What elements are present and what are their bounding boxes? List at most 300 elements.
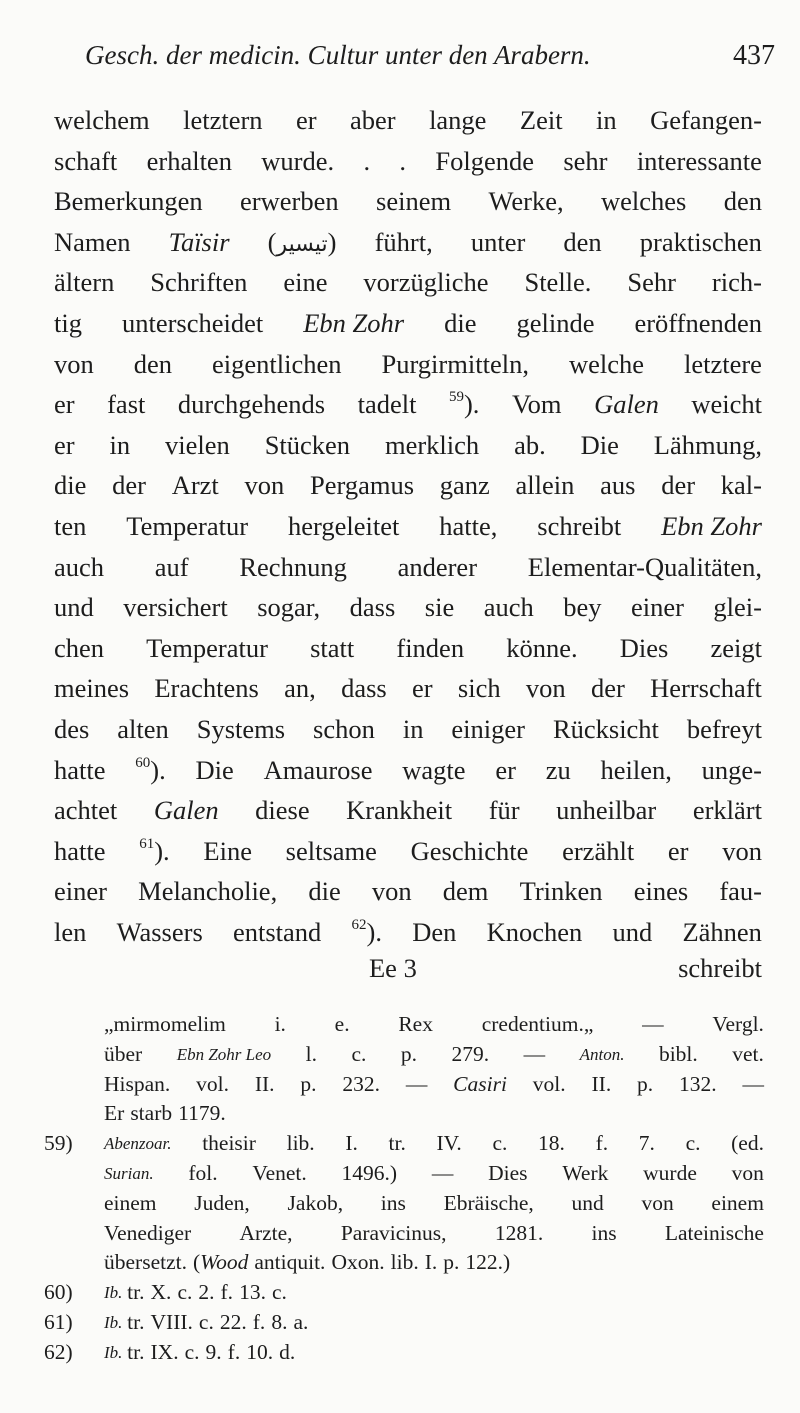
- word: unheilbar: [556, 795, 657, 826]
- word: Die: [580, 429, 619, 460]
- text-line: [54, 506, 762, 547]
- word: unter: [470, 226, 526, 257]
- word: starb: [130, 1101, 173, 1126]
- word: meines: [54, 673, 130, 704]
- text-line: [54, 222, 762, 263]
- word: er: [495, 754, 516, 785]
- word: „mirmomelim: [104, 1012, 226, 1036]
- word: VIII.: [150, 1309, 193, 1334]
- footnote-line: [104, 1248, 764, 1278]
- word: Jakob,: [287, 1190, 344, 1215]
- word: der: [112, 470, 146, 501]
- word: Amaurose: [263, 754, 373, 785]
- footnote-number: 60): [44, 1280, 73, 1305]
- word: alten: [117, 713, 169, 744]
- word: e.: [334, 1012, 350, 1036]
- word: lange: [429, 105, 487, 135]
- word: erzählt: [562, 835, 635, 866]
- word: aus: [600, 470, 636, 501]
- italic-name: Wood: [200, 1250, 249, 1275]
- word: versichert: [123, 592, 228, 623]
- word: erhalten: [146, 145, 232, 176]
- word: eigentlichen: [211, 348, 342, 379]
- word: Purgirmitteln,: [381, 348, 529, 379]
- word: einem: [711, 1190, 764, 1215]
- word: tr.: [127, 1280, 145, 1305]
- small-italic-ref: Surian.: [104, 1163, 154, 1183]
- running-title: Gesch. der medicin. Cultur unter den Arabern.: [85, 40, 591, 70]
- word: von: [54, 348, 94, 379]
- word: ).: [154, 835, 170, 866]
- italic-name: Galen: [153, 795, 219, 826]
- word: Oxon.: [331, 1250, 385, 1275]
- word-group: [268, 227, 328, 257]
- text-line: [54, 871, 762, 912]
- running-header: [85, 40, 775, 80]
- word: Geschichte: [410, 835, 529, 866]
- word: (: [193, 1250, 201, 1275]
- word: (: [267, 226, 277, 257]
- word: Arzt: [171, 470, 219, 501]
- word: a.: [293, 1309, 309, 1334]
- word: Venet.: [252, 1160, 307, 1185]
- footnote-marker: 59: [448, 389, 464, 406]
- word: auch: [54, 551, 105, 582]
- small-italic-ref: Abenzoar.: [104, 1134, 172, 1154]
- word: 232.: [342, 1071, 380, 1096]
- text-line: [54, 912, 762, 953]
- word-group: [193, 1248, 248, 1278]
- word: allein: [515, 470, 575, 501]
- footnote-number: 62): [44, 1339, 73, 1364]
- word: wagte: [402, 754, 466, 785]
- word: einer: [630, 592, 684, 623]
- footnote-line: [104, 1040, 764, 1070]
- word: Vergl.: [712, 1012, 764, 1036]
- word: Zeit: [519, 105, 563, 135]
- word: —: [742, 1071, 764, 1096]
- text-line: [54, 425, 762, 466]
- word: Pergamus: [310, 470, 415, 501]
- text-line: [54, 262, 762, 303]
- word: 1281.: [494, 1220, 544, 1245]
- word: c.: [685, 1131, 701, 1156]
- word: kal-: [720, 470, 762, 501]
- page-number: 437: [733, 40, 775, 71]
- word: Dies: [619, 632, 669, 663]
- footnote-line: [104, 1129, 764, 1159]
- word: ): [327, 226, 337, 257]
- word: tadelt: [357, 389, 417, 420]
- text-line: [54, 587, 762, 628]
- footnote-number: 61): [44, 1309, 73, 1334]
- word: unterscheidet: [121, 307, 264, 338]
- word: von: [244, 470, 285, 501]
- word: 18.: [538, 1131, 565, 1156]
- footnote: [44, 1308, 764, 1338]
- word: —: [523, 1041, 546, 1066]
- word: —: [405, 1071, 428, 1096]
- word: Zähnen: [682, 916, 762, 947]
- footnote-line: [104, 1159, 764, 1189]
- word: f.: [227, 1339, 241, 1364]
- word: c.: [492, 1131, 508, 1156]
- word: d.: [279, 1339, 296, 1364]
- small-italic-ref: Ebn Zohr Leo: [176, 1044, 272, 1064]
- word: theisir: [202, 1131, 256, 1156]
- word: 10.: [246, 1339, 274, 1364]
- footnote-line: [104, 1189, 764, 1219]
- word: credentium.„: [481, 1012, 594, 1036]
- word: Arzte,: [239, 1220, 293, 1245]
- word: II.: [591, 1071, 612, 1096]
- word: chen: [54, 632, 105, 663]
- word-group: [449, 384, 479, 425]
- word: 9.: [205, 1339, 222, 1364]
- small-italic-ref: Anton.: [579, 1044, 625, 1064]
- word: Lähmung,: [653, 429, 762, 460]
- word: Eine: [203, 835, 252, 866]
- word: tr.: [127, 1309, 145, 1334]
- word: Temperatur: [126, 510, 249, 541]
- word: Elementar-Qualitäten,: [527, 551, 762, 582]
- italic-name: Ebn Zohr: [661, 510, 762, 541]
- word: Dies: [488, 1160, 528, 1185]
- text-line: [54, 344, 762, 385]
- signature-mark: Ee 3: [369, 953, 417, 983]
- word: Trinken: [519, 876, 603, 907]
- text-line: [54, 547, 762, 588]
- word: merklich: [384, 429, 480, 460]
- word: er: [54, 429, 75, 460]
- word: einiger: [451, 713, 525, 744]
- word: vet.: [732, 1041, 764, 1066]
- word: unge-: [701, 754, 762, 785]
- word: p.: [443, 1250, 460, 1275]
- word: vielen: [165, 429, 230, 460]
- word: sich: [457, 673, 501, 704]
- text-line: [54, 750, 762, 791]
- word: interessante: [636, 145, 762, 176]
- word: auch: [483, 592, 534, 623]
- word: und: [571, 1190, 604, 1215]
- word: tr.: [127, 1339, 145, 1364]
- word: 22.: [219, 1309, 247, 1334]
- word: I.: [345, 1131, 358, 1156]
- word: welche: [568, 348, 644, 379]
- word-group: [135, 750, 165, 791]
- word: von: [641, 1190, 674, 1215]
- word: den: [563, 226, 602, 257]
- word: tr.: [388, 1131, 406, 1156]
- word: und: [54, 592, 94, 623]
- word: erwerben: [240, 186, 339, 217]
- word: c.: [198, 1309, 214, 1334]
- word: —: [642, 1012, 664, 1036]
- word: letztern: [183, 105, 263, 135]
- word: ten: [54, 510, 87, 541]
- word: Namen: [54, 226, 131, 257]
- word: f.: [252, 1309, 266, 1334]
- italic-name: Casiri: [453, 1071, 507, 1096]
- word: eine: [283, 267, 328, 298]
- italic-name: Taïsir: [168, 226, 230, 257]
- word: Er: [104, 1101, 125, 1126]
- small-italic-ref: Ib.: [104, 1312, 123, 1332]
- arabic-title: تيسير: [276, 231, 328, 257]
- word: ).: [463, 389, 480, 420]
- word: f.: [220, 1280, 234, 1305]
- small-italic-ref: Ib.: [104, 1342, 123, 1362]
- word: Stelle.: [524, 267, 592, 298]
- text-line: [54, 303, 762, 344]
- catchword: schreibt: [678, 953, 762, 983]
- word: II.: [254, 1071, 275, 1096]
- text-line: [54, 384, 762, 425]
- word: aber: [350, 105, 396, 135]
- word: ins: [591, 1220, 617, 1245]
- word: einem: [104, 1190, 157, 1215]
- word: schon: [313, 713, 375, 744]
- word: c.: [184, 1339, 200, 1364]
- word: c.: [271, 1280, 287, 1305]
- footnote-marker: 61: [139, 835, 155, 852]
- footnote-line: [104, 1278, 764, 1308]
- word: vol.: [532, 1071, 566, 1096]
- word: Folgende: [435, 145, 534, 176]
- word: eines: [633, 876, 689, 907]
- word: hergeleitet: [287, 510, 400, 541]
- italic-name: Galen: [594, 389, 659, 420]
- word: durchgehends: [177, 389, 326, 420]
- footnote-continuation: [74, 1010, 764, 1129]
- word: zeigt: [710, 632, 762, 663]
- word: p.: [300, 1071, 317, 1096]
- word: fast: [107, 389, 146, 420]
- word: Wassers: [116, 916, 203, 947]
- word: c.: [351, 1041, 367, 1066]
- word: er: [295, 105, 317, 135]
- word: 132.: [679, 1071, 717, 1096]
- footnote-marker: 60: [135, 754, 151, 771]
- word: sogar,: [257, 592, 321, 623]
- word: Venediger: [104, 1220, 192, 1245]
- word: übersetzt.: [104, 1250, 187, 1275]
- word: statt: [310, 632, 355, 663]
- word: i.: [274, 1012, 286, 1036]
- word: Herrschaft: [650, 673, 762, 704]
- word: vol.: [196, 1071, 229, 1096]
- word: von: [722, 835, 762, 866]
- word: anderer: [397, 551, 478, 582]
- word: erklärt: [692, 795, 762, 826]
- word: lib.: [390, 1250, 419, 1275]
- word-group: [139, 831, 169, 872]
- word: weicht: [691, 389, 762, 420]
- word: Bemerkungen: [54, 186, 203, 217]
- word: dass: [341, 673, 387, 704]
- text-line: [54, 181, 762, 222]
- word: vorzügliche: [363, 267, 489, 298]
- word: seinem: [376, 186, 452, 217]
- small-italic-ref: Ib.: [104, 1283, 123, 1303]
- word: lib.: [286, 1131, 315, 1156]
- text-line: [54, 628, 762, 669]
- word: heilen,: [600, 754, 672, 785]
- text-line: [54, 465, 762, 506]
- page-footer-line: [54, 953, 762, 993]
- word: rich-: [711, 267, 762, 298]
- word: diese: [255, 795, 310, 826]
- word: 13.: [239, 1280, 266, 1305]
- word: sehr: [563, 145, 608, 176]
- footnote-line: [104, 1338, 764, 1368]
- word: in: [109, 429, 131, 460]
- word: gelinde: [516, 307, 595, 338]
- word: (ed.: [731, 1131, 764, 1156]
- footnote-line: [104, 1010, 764, 1040]
- italic-name: Ebn Zohr: [303, 307, 405, 338]
- word: er: [412, 673, 433, 704]
- word: der: [590, 673, 625, 704]
- word: 1179.: [178, 1101, 226, 1126]
- word: ).: [366, 916, 382, 947]
- word: l.: [305, 1041, 317, 1066]
- word: 122.): [465, 1250, 511, 1275]
- word: welches: [600, 186, 687, 217]
- word: IX.: [150, 1339, 179, 1364]
- word: den: [133, 348, 172, 379]
- word: 2.: [198, 1280, 215, 1305]
- word: und: [612, 916, 653, 947]
- footnote: [44, 1278, 764, 1308]
- word: letztere: [683, 348, 762, 379]
- word: auf: [154, 551, 189, 582]
- word: Knochen: [486, 916, 583, 947]
- word: glei-: [713, 592, 762, 623]
- word: er: [667, 835, 689, 866]
- word: 8.: [271, 1309, 288, 1334]
- word: I.: [424, 1250, 438, 1275]
- word: einer: [54, 876, 107, 907]
- word: von: [525, 673, 566, 704]
- word: führt,: [374, 226, 433, 257]
- word: Rex: [398, 1012, 433, 1036]
- word: entstand: [233, 916, 322, 947]
- footnote: [44, 1338, 764, 1368]
- word: Stücken: [264, 429, 351, 460]
- text-line: [54, 709, 762, 750]
- word: die: [308, 876, 341, 907]
- footnote-line: [104, 1070, 764, 1100]
- word: schreibt: [537, 510, 622, 541]
- word: Hispan.: [104, 1071, 171, 1096]
- word: ins: [380, 1190, 406, 1215]
- word: er: [54, 389, 75, 420]
- word: 279.: [451, 1041, 490, 1066]
- word: X.: [150, 1280, 172, 1305]
- text-line: [54, 790, 762, 831]
- word: die: [444, 307, 477, 338]
- word: c.: [177, 1280, 193, 1305]
- footnote-line: [104, 1308, 764, 1338]
- word: Vom: [511, 389, 562, 420]
- word: len: [54, 916, 87, 947]
- text-line: [54, 668, 762, 709]
- word: fol.: [188, 1160, 218, 1185]
- word: seltsame: [285, 835, 377, 866]
- footnote-number: 59): [44, 1131, 73, 1156]
- word: die: [54, 470, 87, 501]
- word: sie: [424, 592, 455, 623]
- word: des: [54, 713, 90, 744]
- word: von: [731, 1160, 764, 1185]
- footnote: [44, 1129, 764, 1278]
- word: .: [399, 145, 407, 176]
- word: Rechnung: [239, 551, 347, 582]
- word: eröffnenden: [634, 307, 762, 338]
- word: wurde: [643, 1160, 697, 1185]
- word: bibl.: [658, 1041, 698, 1066]
- word: ganz: [439, 470, 490, 501]
- word: tig: [54, 307, 82, 338]
- word: 7.: [638, 1131, 655, 1156]
- word: befreyt: [686, 713, 762, 744]
- word: in: [402, 713, 424, 744]
- word: dass: [349, 592, 396, 623]
- word: Erachtens: [154, 673, 259, 704]
- footnotes: [44, 1010, 764, 1368]
- footnote-line: [104, 1219, 764, 1249]
- word: von: [371, 876, 412, 907]
- word: Paravicinus,: [340, 1220, 447, 1245]
- word: ab.: [514, 429, 546, 460]
- word: f.: [595, 1131, 609, 1156]
- word: Den: [412, 916, 457, 947]
- main-text: [54, 100, 762, 952]
- word: über: [104, 1041, 143, 1066]
- word: Werk: [562, 1160, 609, 1185]
- word: Juden,: [194, 1190, 250, 1215]
- word: Gefangen-: [650, 105, 762, 135]
- word: p.: [400, 1041, 418, 1066]
- word: IV.: [436, 1131, 462, 1156]
- word: ältern: [54, 267, 115, 298]
- word: finden: [396, 632, 465, 663]
- word: Sehr: [627, 267, 676, 298]
- word: an,: [284, 673, 316, 704]
- word: .: [363, 145, 371, 176]
- word: ).: [150, 754, 166, 785]
- word: dem: [442, 876, 489, 907]
- word: welchem: [54, 105, 150, 135]
- word: praktischen: [639, 226, 762, 257]
- word: Schriften: [150, 267, 248, 298]
- word: bey: [563, 592, 602, 623]
- word: Krankheit: [346, 795, 453, 826]
- footnote-marker: 62: [351, 916, 367, 933]
- word: hatte,: [439, 510, 498, 541]
- word: schaft: [54, 145, 118, 176]
- word: Systems: [196, 713, 286, 744]
- word: für: [488, 795, 520, 826]
- word-group: [268, 222, 337, 263]
- word: hatte: [54, 835, 106, 866]
- word: fau-: [719, 876, 762, 907]
- text-line: [54, 100, 762, 141]
- word: wurde.: [261, 145, 335, 176]
- word-group: [352, 912, 382, 953]
